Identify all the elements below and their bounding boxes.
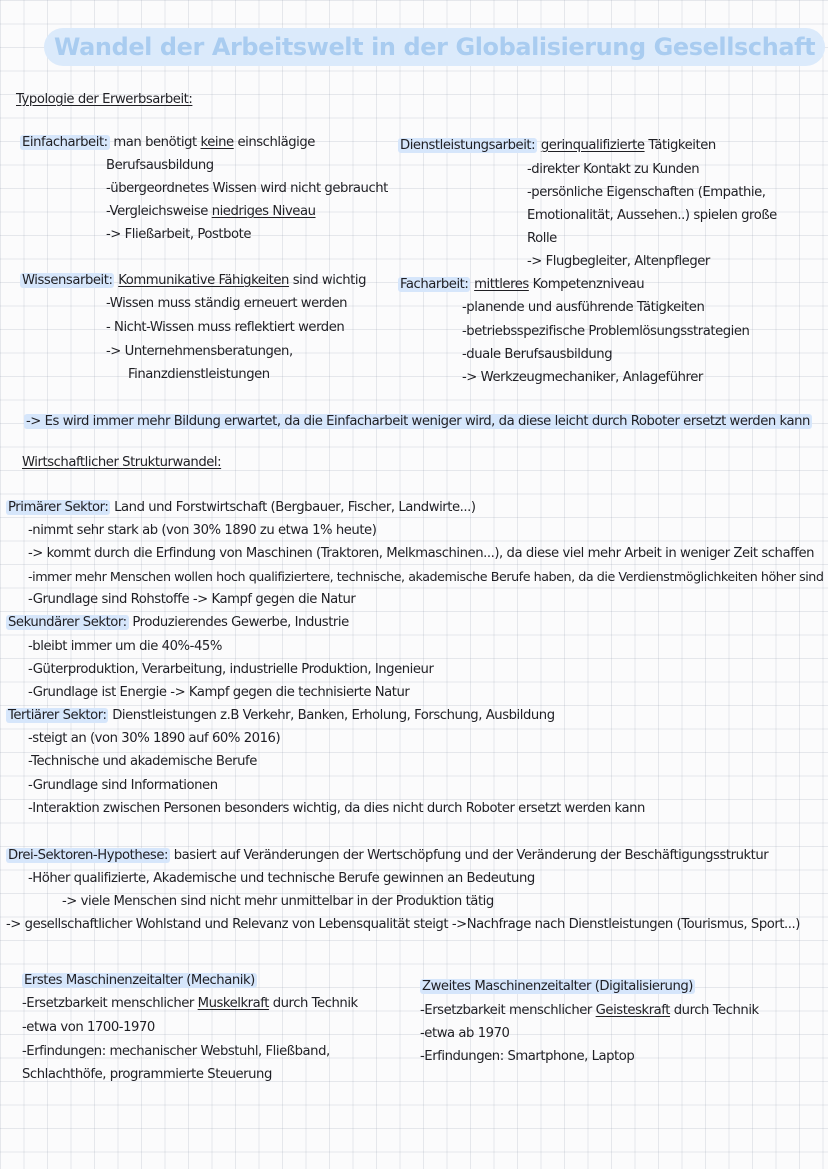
primaer-line-3: -immer mehr Menschen wollen hoch qualifiziertere, technische, akademische Berufe haben, da die Verdienstmöglichkeiten höher sind <box>28 569 824 584</box>
highlighted-text: -> Es wird immer mehr Bildung erwartet, da die Einfacharbeit weniger wird, da diese leicht durch Roboter ersetzt werden kann <box>26 414 810 429</box>
tertiaer-label: Tertiärer Sektor: <box>8 708 107 723</box>
einfacharbeit-line-2: Berufsausbildung <box>106 158 214 173</box>
dienstleistung-line-1 <box>398 136 716 156</box>
hypothese-label: Drei-Sektoren-Hypothese: <box>8 848 168 863</box>
text: Dienstleistungen z.B Verkehr, Banken, Erholung, Forschung, Ausbildung <box>112 708 555 723</box>
einfacharbeit-line-1 <box>20 133 315 153</box>
highlighted-text: Zweites Maschinenzeitalter (Digitalisierung) <box>422 979 693 994</box>
text-underlined: Kommunikative Fähigkeiten <box>118 273 289 288</box>
zweites-line-1 <box>420 1001 759 1021</box>
sekundaer-line-1: -bleibt immer um die 40%-45% <box>28 639 222 654</box>
tertiaer-line-1: -steigt an (von 30% 1890 auf 60% 2016) <box>28 731 281 746</box>
einfacharbeit-line-3: -übergeordnetes Wissen wird nicht gebraucht <box>106 181 388 196</box>
text: sind wichtig <box>292 273 367 288</box>
dienstleistung-line-5: Rolle <box>527 231 557 246</box>
struktur-heading: Wirtschaftlicher Strukturwandel: <box>22 455 222 470</box>
tertiaer-line-3: -Grundlage sind Informationen <box>28 778 218 793</box>
zweites-line-2: -etwa ab 1970 <box>420 1026 510 1041</box>
primaer-line-1: -nimmt sehr stark ab (von 30% 1890 zu etwa 1% heute) <box>28 523 377 538</box>
text: -Vergleichsweise <box>106 204 208 219</box>
facharbeit-line-4: -duale Berufsausbildung <box>462 347 613 362</box>
text: Tätigkeiten <box>648 138 716 153</box>
text: durch Technik <box>673 1003 759 1018</box>
primaer-label: Primärer Sektor: <box>8 500 109 515</box>
text: -Ersetzbarkeit menschlicher <box>22 996 194 1011</box>
typology-conclusion <box>24 412 812 432</box>
tertiaer-line-4: -Interaktion zwischen Personen besonders wichtig, da dies nicht durch Roboter ersetzt werden kann <box>28 801 645 816</box>
dienstleistung-line-4: Emotionalität, Aussehen..) spielen große <box>527 208 777 223</box>
text: -Ersetzbarkeit menschlicher <box>420 1003 592 1018</box>
text: Land und Forstwirtschaft (Bergbauer, Fischer, Landwirte...) <box>114 500 476 515</box>
typology-heading: Typologie der Erwerbsarbeit: <box>16 92 193 107</box>
primaer-line-4: -Grundlage sind Rohstoffe -> Kampf gegen die Natur <box>28 592 356 607</box>
wissensarbeit-line-4: -> Unternehmensberatungen, <box>106 344 293 359</box>
text: Produzierendes Gewerbe, Industrie <box>132 615 349 630</box>
zweites-line-3: -Erfindungen: Smartphone, Laptop <box>420 1049 635 1064</box>
erstes-line-1 <box>22 994 358 1014</box>
text-underlined: keine <box>200 135 234 150</box>
highlighted-text: Erstes Maschinenzeitalter (Mechanik) <box>24 973 255 988</box>
einfacharbeit-line-4 <box>106 202 316 222</box>
sekundaer-label: Sekundärer Sektor: <box>8 615 127 630</box>
erstes-line-3: -Erfindungen: mechanischer Webstuhl, Fließband, <box>22 1044 330 1059</box>
dienstleistung-line-6: -> Flugbegleiter, Altenpfleger <box>527 254 710 269</box>
text-underlined: mittleres <box>474 277 529 292</box>
einfacharbeit-line-5: -> Fließarbeit, Postbote <box>106 227 252 242</box>
wissensarbeit-label: Wissensarbeit: <box>22 273 113 288</box>
erstes-line-2: -etwa von 1700-1970 <box>22 1020 155 1035</box>
sekundaer-line-0 <box>6 613 349 633</box>
hypothese-line-0 <box>6 846 768 866</box>
tertiaer-line-2: -Technische und akademische Berufe <box>28 754 257 769</box>
text-underlined: niedriges Niveau <box>211 204 316 219</box>
wissensarbeit-line-3: - Nicht-Wissen muss reflektiert werden <box>106 320 345 335</box>
wissensarbeit-line-1 <box>20 271 366 291</box>
text-underlined: gerinqualifizierte <box>540 138 645 153</box>
text: man benötigt <box>113 135 197 150</box>
erstes-line-4: Schlachthöfe, programmierte Steuerung <box>22 1067 272 1082</box>
text: durch Technik <box>272 996 358 1011</box>
facharbeit-line-1 <box>398 275 644 295</box>
primaer-line-2: -> kommt durch die Erfindung von Maschinen (Traktoren, Melkmaschinen...), da diese viel mehr Arbeit in weniger Zeit schaffen <box>28 546 815 561</box>
erstes-title <box>22 971 257 991</box>
hypothese-line-1: -Höher qualifizierte, Akademische und technische Berufe gewinnen an Bedeutung <box>28 871 535 886</box>
page-title: Wandel der Arbeitswelt in der Globalisierung Gesellschaft <box>44 28 825 66</box>
hypothese-line-2: -> viele Menschen sind nicht mehr unmittelbar in der Produktion tätig <box>62 894 494 909</box>
facharbeit-label: Facharbeit: <box>400 277 469 292</box>
wissensarbeit-line-5: Finanzdienstleistungen <box>128 367 270 382</box>
dienstleistung-line-2: -direkter Kontakt zu Kunden <box>527 162 700 177</box>
sekundaer-line-2: -Güterproduktion, Verarbeitung, industrielle Produktion, Ingenieur <box>28 662 434 677</box>
wissensarbeit-line-2: -Wissen muss ständig erneuert werden <box>106 296 348 311</box>
facharbeit-line-2: -planende und ausführende Tätigkeiten <box>462 300 705 315</box>
text-underlined: Muskelkraft <box>197 996 269 1011</box>
facharbeit-line-3: -betriebsspezifische Problemlösungsstrategien <box>462 324 750 339</box>
text-underlined: Geisteskraft <box>595 1003 670 1018</box>
text: einschlägige <box>237 135 315 150</box>
tertiaer-line-0 <box>6 706 555 726</box>
dienstleistung-label: Dienstleistungsarbeit: <box>400 138 536 153</box>
facharbeit-line-5: -> Werkzeugmechaniker, Anlageführer <box>462 370 703 385</box>
dienstleistung-line-3: -persönliche Eigenschaften (Empathie, <box>527 185 766 200</box>
sekundaer-line-3: -Grundlage ist Energie -> Kampf gegen die technisierte Natur <box>28 685 410 700</box>
hypothese-line-3: -> gesellschaftlicher Wohlstand und Relevanz von Lebensqualität steigt ->Nachfrage nach Dienstleistungen (Tourismus, Sport...) <box>6 917 800 932</box>
zweites-title <box>420 977 695 997</box>
text: Kompetenzniveau <box>532 277 645 292</box>
text: basiert auf Veränderungen der Wertschöpfung und der Veränderung der Beschäftigungsstruktur <box>173 848 769 863</box>
primaer-line-0 <box>6 498 476 518</box>
einfacharbeit-label: Einfacharbeit: <box>22 135 108 150</box>
